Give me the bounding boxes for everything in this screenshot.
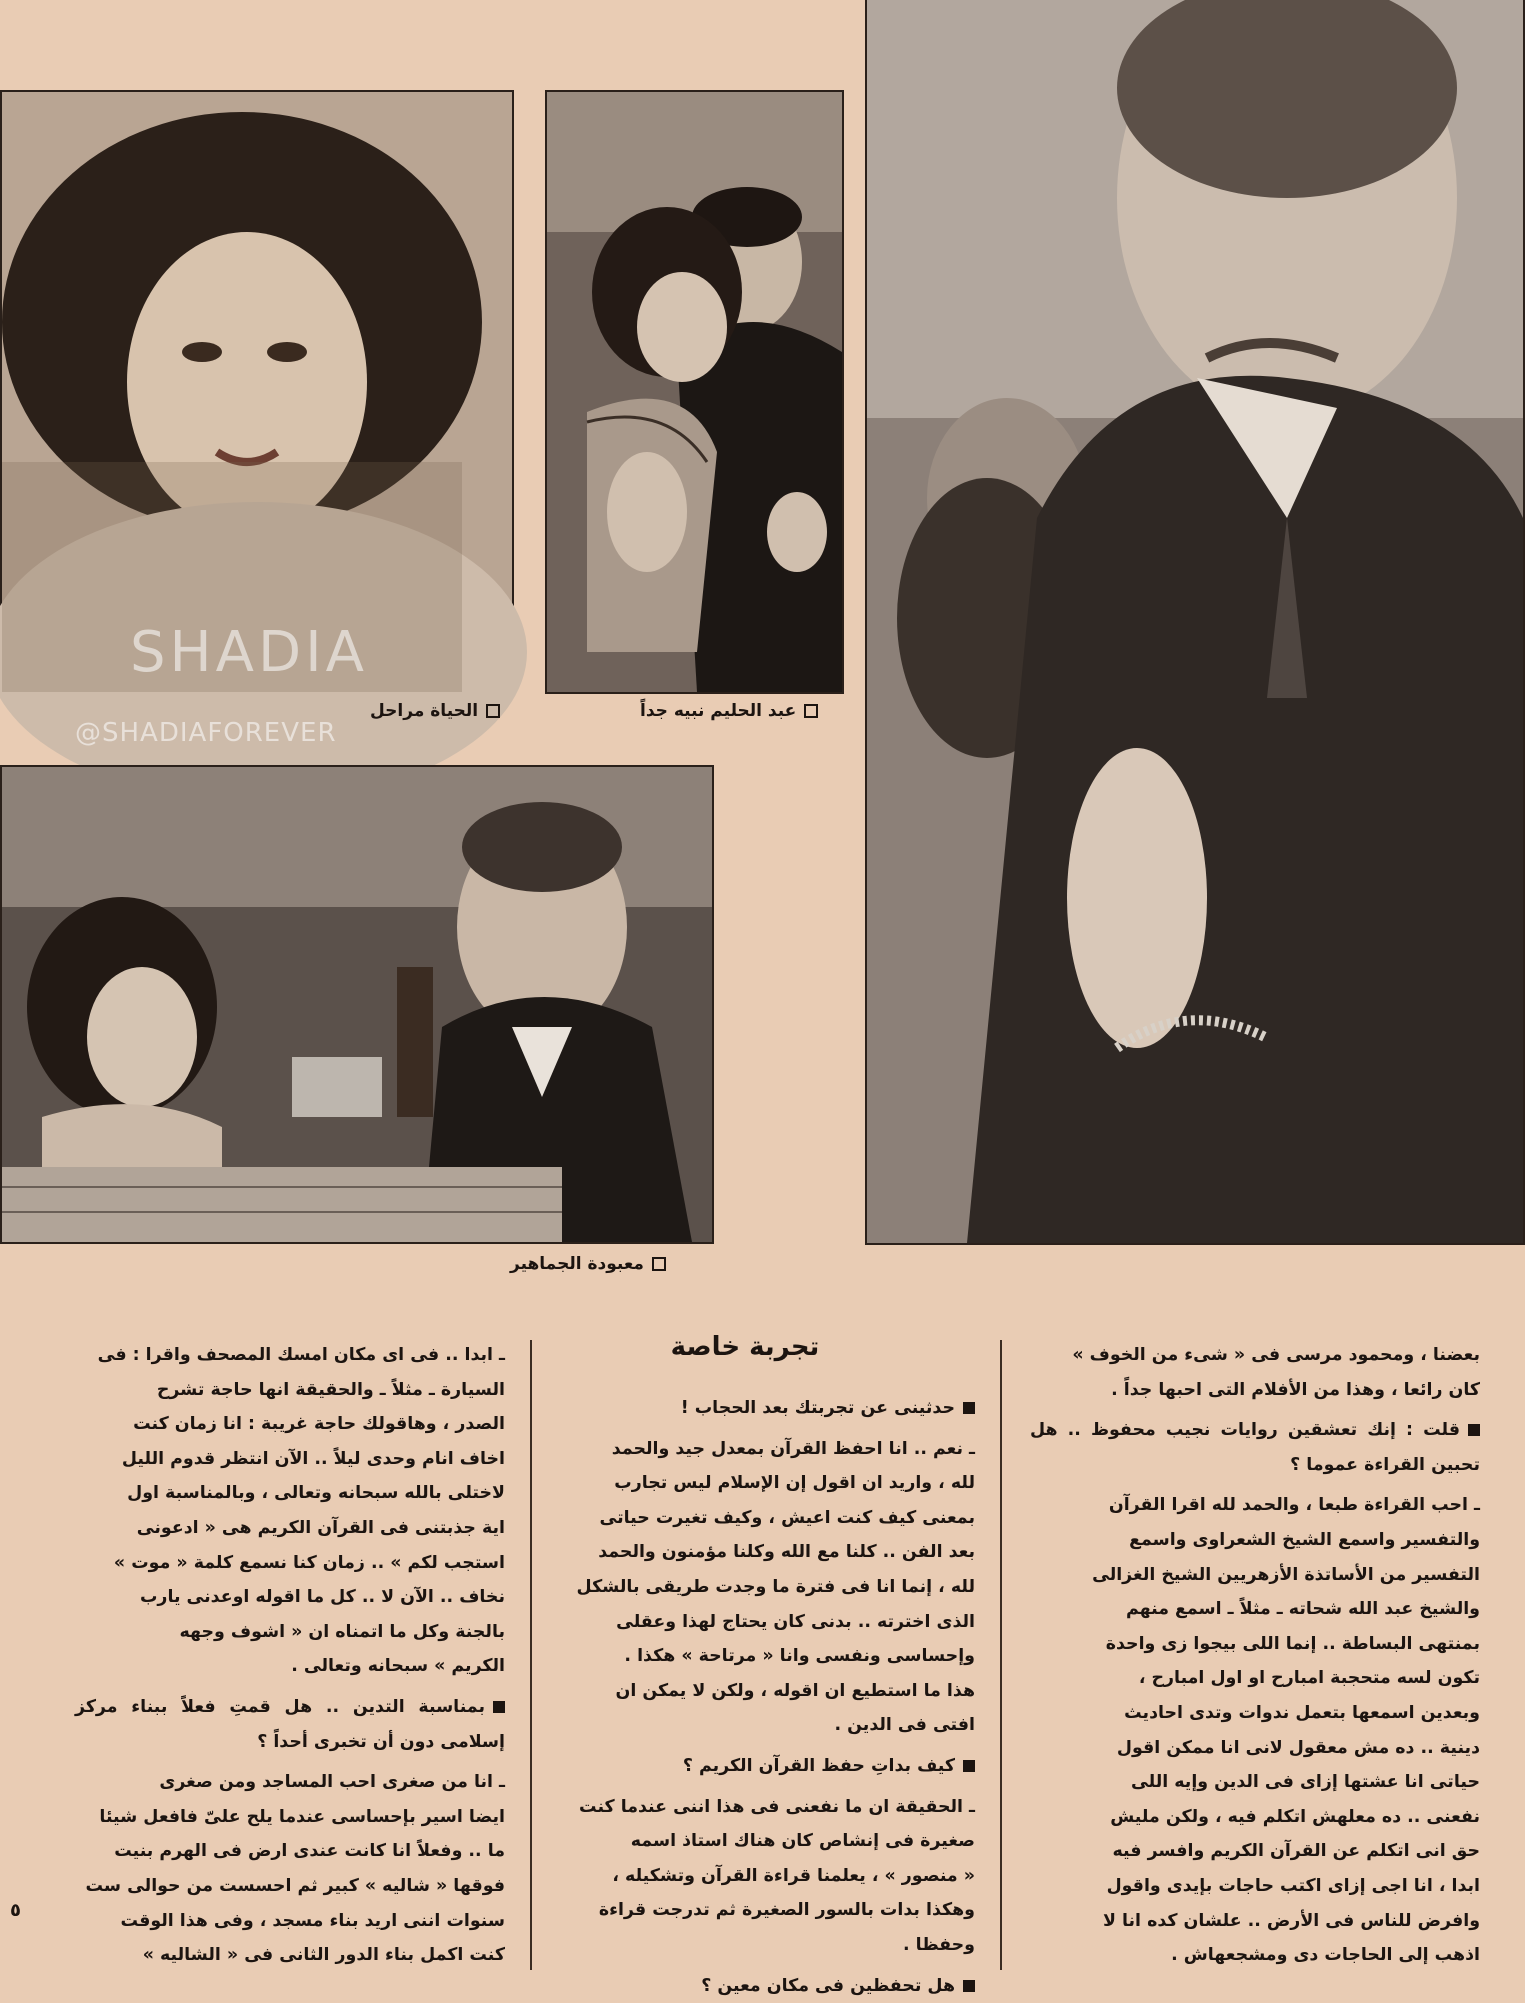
interview-question: قلت : إنك تعشقين روايات نجيب محفوظ .. هل تحبين القراءة عموما ؟	[1030, 1413, 1480, 1482]
photo-maboudat	[0, 765, 714, 1244]
caption-abdelhalim: عبد الحليم نبيه جداً	[640, 701, 818, 721]
article-heading: تجربة خاصة	[645, 1332, 845, 1362]
caption-box-icon	[804, 704, 818, 718]
question-square-icon	[493, 1701, 505, 1713]
interview-answer: ـ ابدا .. فى اى مكان امسك المصحف واقرا : فى السيارة ـ مثلاً ـ والحقيقة انها حاجة تشرح الصدر ، وهاقولك حاجة غريبة : انا زمان كنت اخاف انام وحدى ليلاً .. الآن انتظر قدوم الليل لاختلى بالله سبحانه وتعالى ، وبالمناسبة اول اية جذبتنى فى القرآن الكريم هى « ادعونى استجب لكم » .. زمان كنا نسمع كلمة « موت » نخاف .. الآن لا .. كل ما اقوله اوعدنى يارب بالجنة وكل ما اتمناه ان « اشوف وجهه الكريم » سبحانه وتعالى .	[75, 1338, 505, 1684]
photo-man-suit	[865, 0, 1525, 1245]
interview-question: هل تحفظين فى مكان معين ؟	[555, 1969, 975, 2003]
question-square-icon	[1468, 1424, 1480, 1436]
interview-question: بمناسبة التدين .. هل قمتِ فعلاً ببناء مركز إسلامى دون أن تخبرى أحداً ؟	[75, 1690, 505, 1759]
interview-answer: بعضنا ، ومحمود مرسى فى « شىء من الخوف » كان رائعا ، وهذا من الأفلام التى احبها جداً .	[1030, 1338, 1480, 1407]
article-column-middle	[555, 1385, 975, 1970]
article-column-left	[75, 1338, 505, 1968]
column-divider	[530, 1340, 532, 1970]
caption-box-icon	[652, 1257, 666, 1271]
column-divider	[1000, 1340, 1002, 1970]
interview-answer: ـ انا من صغرى احب المساجد ومن صغرى ايضا اسير بإحساسى عندما يلح علىّ فافعل شيئا ما .. وفعلاً انا كانت عندى ارض فى الهرم بنيت فوقها « شاليه » كبير ثم احسست من حوالى ست سنوات اننى اريد بناء مسجد ، وفى هذا الوقت كنت اكمل بناء الدور الثانى فى « الشاليه »	[75, 1765, 505, 1973]
interview-question: كيف بداتِ حفظ القرآن الكريم ؟	[555, 1749, 975, 1784]
interview-answer: ـ احب القراءة طبعا ، والحمد لله اقرا القرآن والتفسير واسمع الشيخ الشعراوى واسمع التفسير من الأساتذة الأزهريين الشيخ الغزالى والشيخ عبد الله شحاته ـ مثلاً ـ اسمع منهم بمنتهى البساطة .. إنما اللى بيجوا زى واحدة تكون لسه متحجبة امبارح او اول امبارح ، وبعدين اسمعها بتعمل ندوات وتدى احاديث دينية .. ده مش معقول لانى انا ممكن اقول حياتى انا عشتها إزاى فى الدين وإيه اللى نفعنى .. ده معلهش اتكلم فيه ، ولكن مليش حق انى اتكلم عن القرآن الكريم وافسر فيه ابدا ، انا اجى إزاى اكتب حاجات بإيدى واقول وافرض للناس فى الأرض .. علشان كده انا لا اذهب إلى الحاجات دى ومشجعهاش .	[1030, 1488, 1480, 1972]
question-square-icon	[963, 1760, 975, 1772]
caption-box-icon	[486, 704, 500, 718]
article-column-right	[1030, 1338, 1480, 1968]
watermark-handle: @SHADIAFOREVER	[75, 718, 337, 748]
interview-answer: ـ الحقيقة ان ما نفعنى فى هذا اننى عندما كنت صغيرة فى إنشاص كان هناك استاذ اسمه « منصور » ، يعلمنا قراءة القرآن وتشكيله ، وهكذا بدات بالسور الصغيرة ثم تدرجت قراءة وحفظا .	[555, 1790, 975, 1963]
interview-question: حدثينى عن تجربتك بعد الحجاب !	[555, 1391, 975, 1426]
interview-answer: ـ نعم .. انا احفظ القرآن بمعدل جيد والحمد لله ، واريد ان اقول إن الإسلام ليس تجارب بمعنى كيف كنت اعيش ، وكيف تغيرت حياتى بعد الفن .. كلنا مع الله وكلنا مؤمنون والحمد لله ، إنما انا فى فترة ما وجدت طريقى بالشكل الذى اخترته .. بدنى كان يحتاج لهذا وعقلى وإحساسى ونفسى وانا « مرتاحة » هكذا . هذا ما استطيع ان اقوله ، ولكن لا يمكن ان افتى فى الدين .	[555, 1432, 975, 1743]
caption-maboudat: معبودة الجماهير	[510, 1254, 666, 1274]
question-square-icon	[963, 1980, 975, 1992]
watermark-brand: SHADIA	[130, 620, 368, 685]
caption-hayat-marahel: الحياة مراحل	[370, 701, 500, 721]
photo-hayat-marahel	[0, 90, 514, 694]
photo-abdelhalim	[545, 90, 844, 694]
question-square-icon	[963, 1402, 975, 1414]
page-number: ٥	[10, 1900, 21, 1921]
